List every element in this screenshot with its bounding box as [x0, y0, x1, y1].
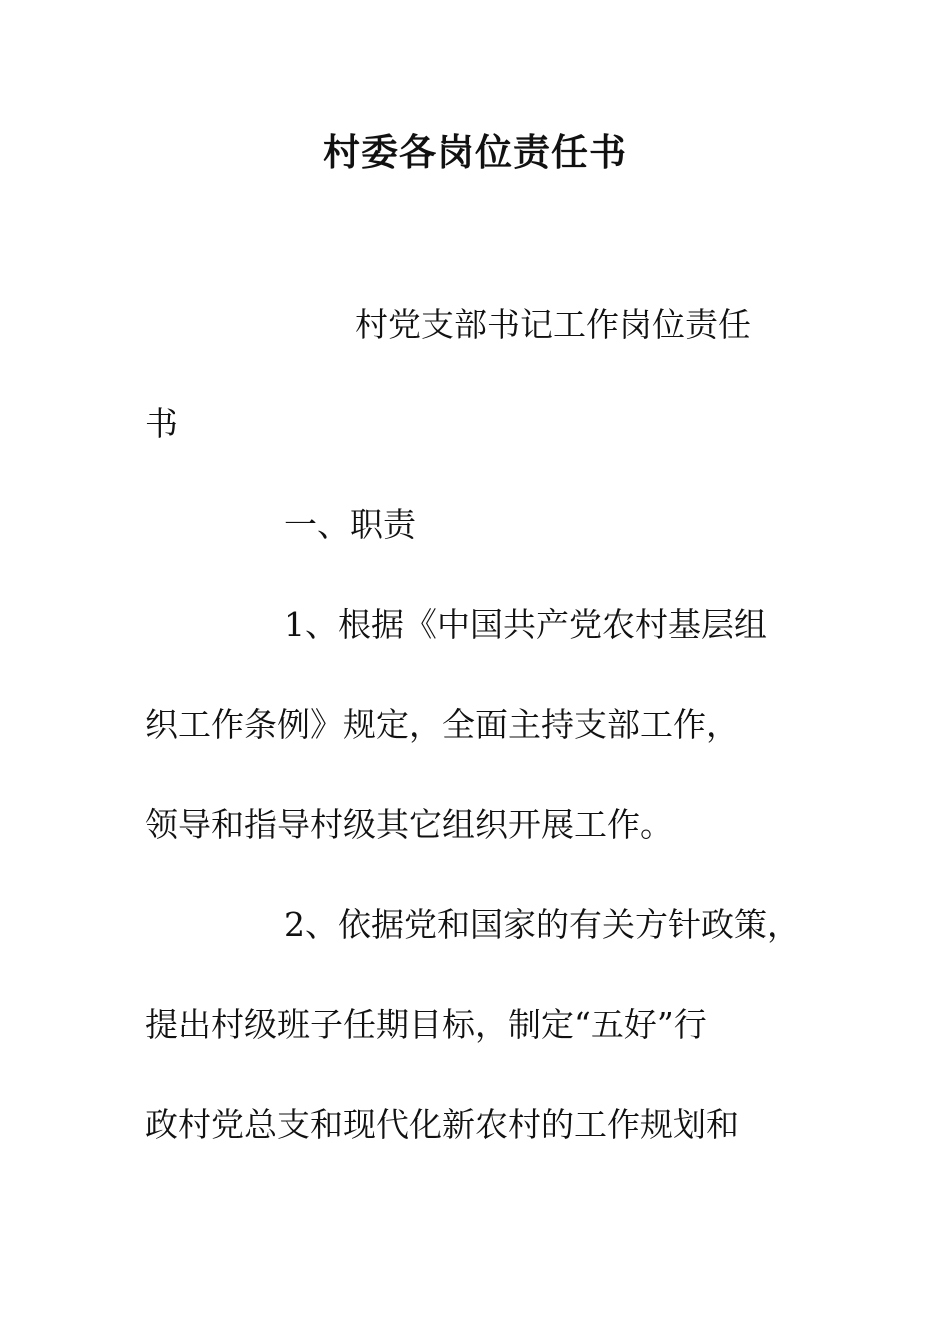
- document-title: 村委各岗位责任书: [323, 131, 627, 174]
- paragraph-line: 政村党总支和现代化新农村的工作规划和: [145, 1105, 739, 1144]
- section-heading: 一、职责: [284, 505, 416, 544]
- paragraph-line: 提出村级班子任期目标，制定“五好”行: [145, 1005, 707, 1044]
- paragraph-line: 领导和指导村级其它组织开展工作。: [145, 805, 673, 844]
- subtitle-line-2: 书: [145, 404, 178, 443]
- paragraph-line: 2、依据党和国家的有关方针政策，: [284, 905, 800, 944]
- paragraph-line: 织工作条例》规定，全面主持支部工作，: [145, 705, 739, 744]
- paragraph-line: 1、根据《中国共产党农村基层组: [284, 605, 767, 644]
- subtitle-line-1: 村党支部书记工作岗位责任: [355, 305, 751, 344]
